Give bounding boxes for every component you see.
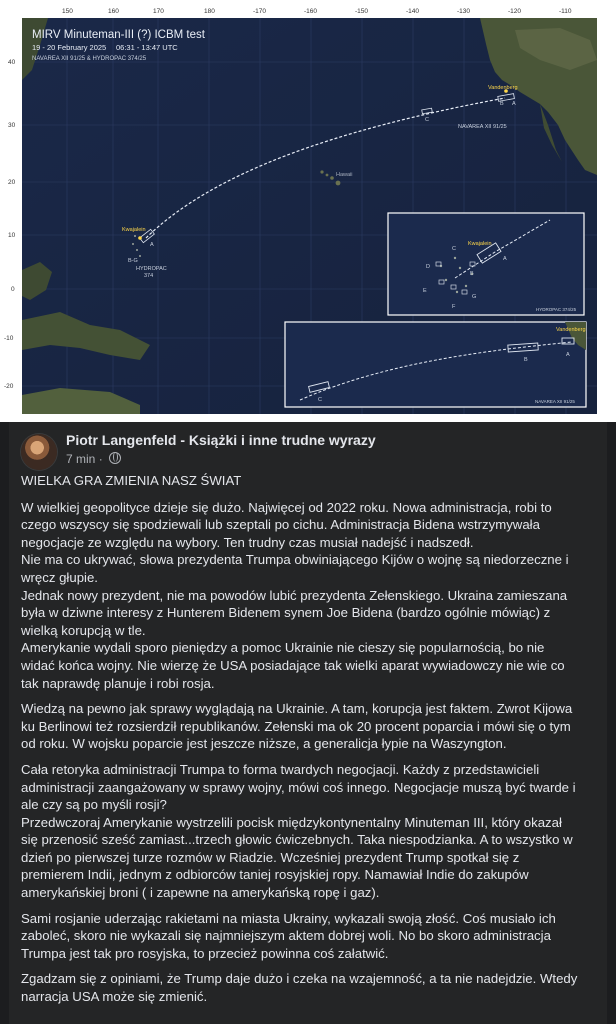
post-paragraph (21, 700, 599, 753)
text-line: Zgadzam się z opiniami, że Trump daje dużo i czeka na wzajemność, a ta nie nadejdzie. Wtedy (21, 971, 578, 987)
text-line: od roku. W wojsku poparcie jest jeszcze niższe, a generalicja łypie na Waszyngton. (21, 736, 507, 752)
inset-label-g: G (472, 294, 477, 300)
inset-label-a-vand: A (566, 352, 570, 358)
text-line: czego wszyscy się spodziewali lub szeptali po cichu. Administracja Bidena wstrzymywała (21, 517, 540, 533)
label-c: C (425, 117, 429, 123)
icbm-test-map (0, 0, 616, 422)
lon-tick: 170 (153, 8, 164, 15)
meta-separator: · (98, 452, 103, 466)
lon-tick-labels (62, 8, 572, 15)
post-heading: WIELKA GRA ZMIENIA NASZ ŚWIAT (21, 473, 242, 488)
post-paragraph (21, 499, 599, 693)
text-line: premierem Indii, jednym z odbiorców taniej rosyjskiej ropy. Namawiał Indie do zakupów (21, 867, 529, 883)
vandenberg-inset (285, 322, 586, 407)
kwajalein-inset (388, 213, 584, 315)
label-hydropac: HYDROPAC (136, 266, 167, 272)
text-line: amerykańskiej broni ( i zapewne na amerykańską ropę i gaz). (21, 885, 380, 901)
post-paragraph (21, 970, 599, 1005)
lat-tick: -10 (4, 335, 14, 342)
lat-tick: 10 (8, 232, 16, 239)
lon-tick: -160 (304, 8, 318, 15)
map-notices: NAVAREA XII 91/25 & HYDROPAC 374/25 (32, 56, 147, 62)
lat-tick: 20 (8, 179, 16, 186)
label-vandenberg: Vandenberg (488, 85, 518, 91)
map-image[interactable] (0, 0, 616, 422)
label-b: B (500, 101, 504, 107)
inset-label-a: A (503, 256, 507, 262)
map-title: MIRV Minuteman-III (?) ICBM test (32, 29, 205, 41)
lon-tick: -150 (355, 8, 369, 15)
text-line: narracja USA może się zmienić. (21, 989, 208, 1005)
inset-label-e: E (423, 288, 427, 294)
post-paragraph (21, 761, 599, 902)
text-line: Amerykanie wydali sporo pieniędzy a pomoc Ukrainie nie cieszy się popularnością, bo nie (21, 640, 545, 656)
label-hawaii: Hawaii (336, 172, 353, 178)
lat-tick: 30 (8, 122, 16, 129)
text-line: Wiedzą na pewno jak sprawy wyglądają na Ukrainie. A tam, korupcja jest faktem. Zwrot Kijowa (21, 701, 573, 717)
text-line: wielką korupcją w tle. (21, 622, 146, 638)
label-a: A (150, 242, 154, 248)
lat-tick-labels (4, 59, 16, 390)
text-line: W wielkiej geopolityce dzieje się dużo. Najwięcej od 2022 roku. Nowa administracja, robi to (21, 499, 552, 515)
text-line: ale czy są po myśli rosji? (21, 797, 167, 813)
lon-tick: 180 (204, 8, 215, 15)
text-line: Przedwczoraj Amerykanie wystrzelili pocisk międzykontynentalny Minuteman III, który okazał (21, 814, 562, 830)
text-line: wręcz głupie. (21, 569, 98, 585)
lon-tick: -130 (457, 8, 471, 15)
text-line: negocjacje ze względu na wybory. Ten trudny czas musiał nadejść i nadszedł. (21, 534, 474, 550)
inset-label-b-vand: B (524, 357, 528, 363)
text-line: Sami rosjanie uderzając rakietami na miasta Ukrainy, wykazali swoją złość. Coś musiało ich (21, 910, 556, 926)
lat-tick: 0 (11, 286, 15, 293)
text-line: Jednak nowy prezydent, nie ma powodów lubić prezydenta Zełenskiego. Ukraina zamieszana (21, 587, 568, 603)
text-line: dzień po pierwszej turze rozmów w Riadzie. Wcześniej prezydent Trump spotkał się z (21, 849, 520, 865)
lon-tick: -170 (253, 8, 267, 15)
text-line: administracji zaangażowany w sprawy wojny, mówi coś innego. Negocjacje muszą być twarde i (21, 779, 576, 795)
post-meta (66, 452, 121, 466)
post-body (21, 472, 599, 1014)
kwajalein-marker (138, 236, 142, 240)
inset-label-vandenberg: Vandenberg (556, 327, 586, 333)
text-line: Nie ma co ukrywać, słowa prezydenta Trumpa obwiniającego Kijów o wojnę są niedorzeczne i (21, 552, 569, 568)
post-paragraph (21, 910, 599, 963)
inset-label-c: C (452, 246, 456, 252)
inset-label-kwajalein: Kwajalein (468, 241, 492, 247)
text-line: Trumpa jest tak pro rosyjska, to przecież powinna coś załatwić. (21, 945, 389, 961)
text-line: ku Berlinowi też rozsierdził republikanów. Zełenski ma ok 20 procent poparcia i mówi się o tym (21, 718, 571, 734)
text-line: tak naprawdę planuje i robi rosja. (21, 675, 215, 691)
inset-caption-kwaj: HYDROPAC 374/25 (536, 307, 577, 312)
inset-caption-vand: NAVAREA XII 91/25 (535, 399, 575, 404)
author-avatar[interactable] (21, 434, 57, 470)
lon-tick: 150 (62, 8, 73, 15)
map-times: 06:31 - 13:47 UTC (116, 43, 178, 52)
text-line: zaboleć, skoro nie wykazali się najmniejszym aktem dobrej woli. No bo skoro administracja (21, 928, 551, 944)
inset-label-b: B (470, 271, 474, 277)
inset-label-d: D (426, 264, 430, 270)
map-dates: 19 - 20 February 2025 (32, 43, 107, 52)
text-line: Cała retoryka administracji Trumpa to forma twardych negocjacji. Każdy z przedstawicieli (21, 761, 540, 777)
inset-label-f: F (452, 304, 456, 310)
text-line: była w dziwne interesy z Hunterem Bidenem synem Joe Bidena (bardzo ogólnie mówiąc) z (21, 605, 551, 621)
label-bg: B-G (128, 258, 138, 264)
label-a-launch: A (512, 101, 516, 107)
label-kwajalein: Kwajalein (122, 227, 146, 233)
lat-tick: -20 (4, 383, 14, 390)
lon-tick: -140 (406, 8, 420, 15)
lon-tick: -110 (559, 8, 572, 15)
label-navarea: NAVAREA XII 91/25 (458, 124, 507, 130)
globe-icon[interactable] (109, 452, 121, 464)
post-time[interactable]: 7 min (66, 452, 96, 466)
facebook-post (9, 422, 607, 1024)
lon-tick: -120 (508, 8, 522, 15)
lon-tick: 160 (108, 8, 119, 15)
label-hydropac-num: 374 (144, 273, 154, 279)
text-line: widać końca wojny. Nie wierzę że USA posiadające tak wielki aparat wywiadowczy nie wie co (21, 657, 565, 673)
inset-label-c-vand: C (318, 397, 322, 403)
author-name[interactable]: Piotr Langenfeld - Książki i inne trudne wyrazy (66, 432, 376, 448)
lat-tick: 40 (8, 59, 16, 66)
text-line: się przenosić sześć zamiast...trzech głowic ćwiczebnych. Taka niespodzianka. A to wszystko w (21, 832, 573, 848)
